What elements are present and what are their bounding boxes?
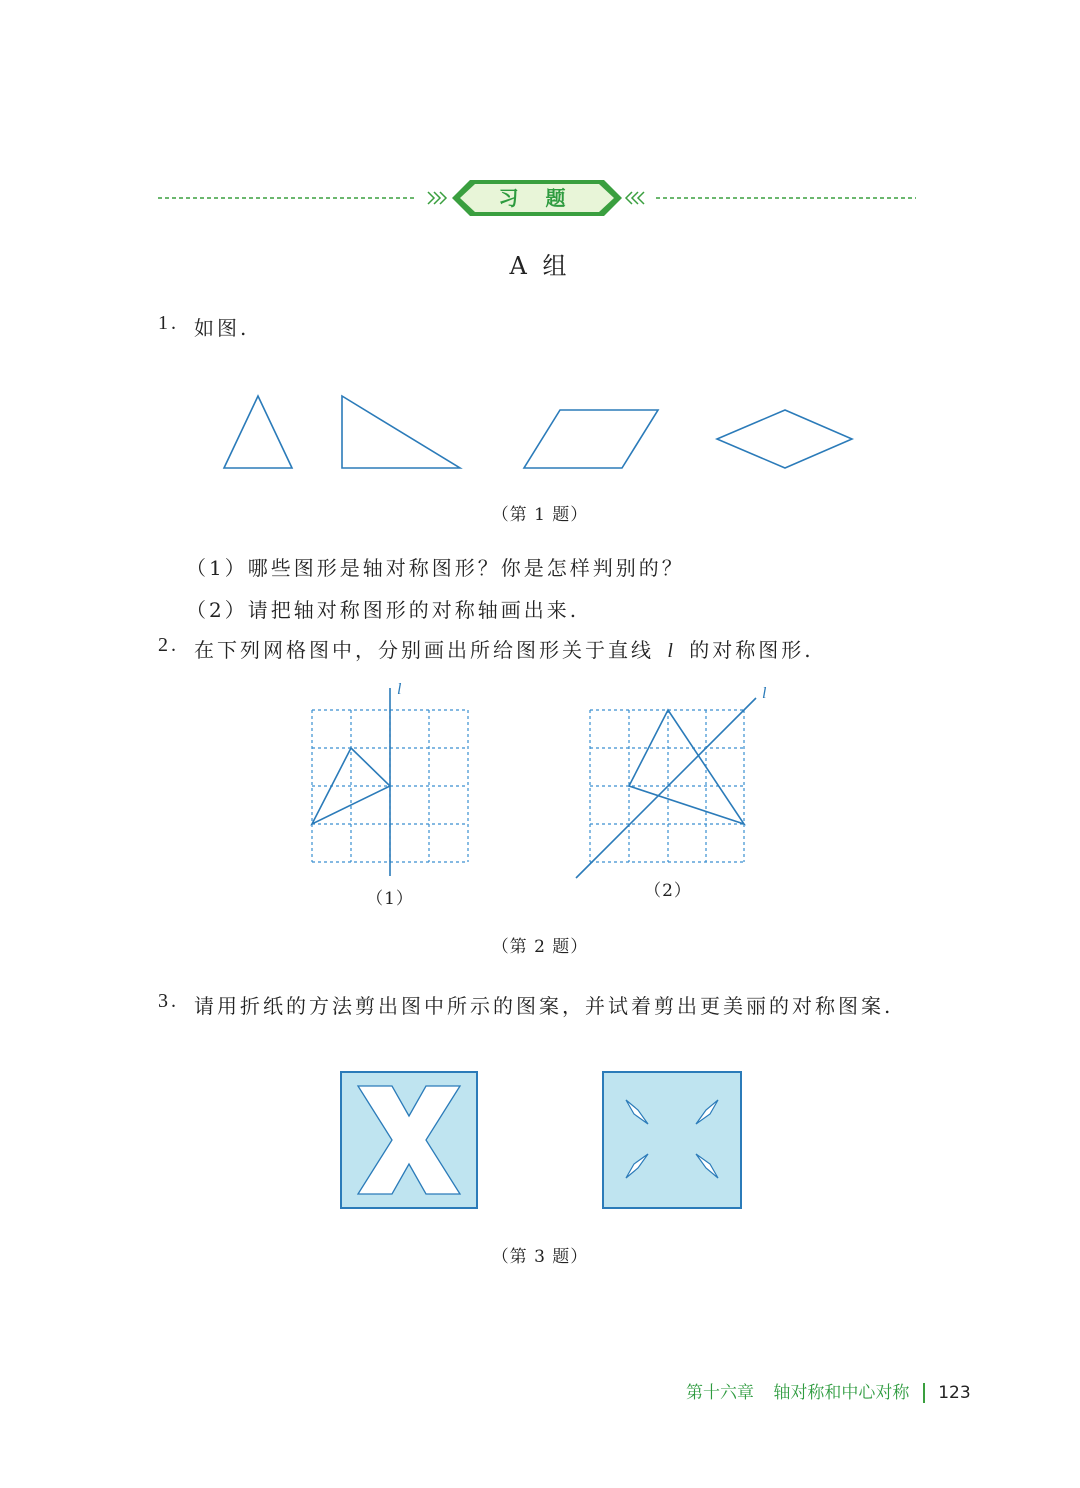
rhombus (717, 410, 852, 468)
problem-2-text (194, 634, 814, 663)
problem-3-text: 请用折纸的方法剪出图中所示的图案，并试着剪出更美丽的对称图案. (194, 994, 894, 1018)
footer-chapter: 第十六章 (686, 1383, 754, 1403)
group-title: A 组 (509, 252, 571, 280)
problem-3-caption: （第 3 题） (491, 1247, 589, 1267)
equilateral-triangle (224, 396, 292, 468)
problem-2-text-before: 在下列网格图中，分别画出所给图形关于直线 (194, 638, 654, 662)
figure-2-sublabel-2: （2） (644, 881, 692, 901)
problem-1-caption: （第 1 题） (491, 505, 589, 525)
problem-2-figure-2 (576, 680, 776, 880)
parallelogram (524, 410, 658, 468)
line-l-label-2: l (762, 685, 767, 702)
footer (686, 1378, 971, 1404)
symmetry-line-l (576, 698, 756, 878)
problem-1-subitem-1: （1）哪些图形是轴对称图形？你是怎样判别的？ (186, 556, 685, 580)
paper-cut-x-pattern (340, 1070, 480, 1210)
section-header (0, 170, 1080, 230)
problem-3-number: 3. (158, 990, 179, 1012)
right-triangle (342, 396, 460, 468)
right-chevrons-icon (626, 192, 644, 204)
figure-2-sublabel-1: （1） (366, 889, 414, 909)
problem-1-subitem-2: （2）请把轴对称图形的对称轴画出来. (186, 598, 580, 622)
paper-cut-diamond-pattern (602, 1070, 742, 1210)
footer-chapter-title: 轴对称和中心对称 (773, 1383, 910, 1403)
section-title: 习 题 (498, 186, 576, 210)
problem-1-figure (0, 380, 1080, 500)
problem-2-text-after: 的对称图形. (689, 638, 814, 662)
left-chevrons-icon (428, 192, 446, 204)
problem-1-number: 1. (158, 312, 179, 334)
problem-2-number: 2. (158, 634, 179, 656)
problem-1-text: 如图. (194, 316, 250, 340)
problem-2-caption: （第 2 题） (491, 937, 589, 957)
page-number: 123 (938, 1383, 971, 1403)
line-symbol: l (667, 640, 676, 662)
problem-2-figure-1 (300, 680, 480, 880)
footer-divider (923, 1383, 925, 1403)
line-l-label-1: l (397, 681, 402, 698)
